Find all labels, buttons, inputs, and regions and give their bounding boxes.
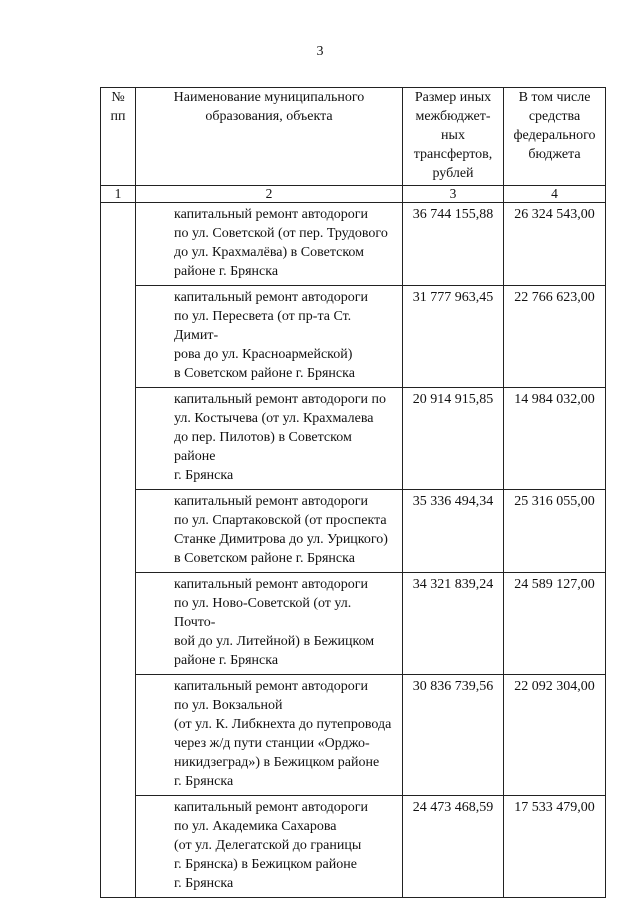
description-line: в Советском районе г. Брянска xyxy=(174,551,355,566)
table-header-row xyxy=(101,88,606,186)
description-line: Станке Димитрова до ул. Урицкого) xyxy=(174,532,388,547)
description-line: г. Брянска xyxy=(174,774,234,789)
table-row xyxy=(101,286,606,388)
object-description xyxy=(136,286,403,388)
federal-amount: 22 766 623,00 xyxy=(504,286,606,388)
transfer-amount: 31 777 963,45 xyxy=(403,286,504,388)
row-number-cell xyxy=(101,203,136,286)
description-line: по ул. Вокзальной xyxy=(174,698,283,713)
description-line: по ул. Ново-Советской (от ул. Почто- xyxy=(174,596,352,630)
header-amount: Размер иных межбюджет- ных трансфертов, рублей xyxy=(403,88,504,186)
description-line: (от ул. К. Либкнехта до путепровода xyxy=(174,717,392,732)
transfer-amount: 36 744 155,88 xyxy=(403,203,504,286)
row-number-cell xyxy=(101,675,136,796)
column-number: 3 xyxy=(403,186,504,203)
description-line: капитальный ремонт автодороги xyxy=(174,207,369,222)
description-line: в Советском районе г. Брянска xyxy=(174,366,355,381)
federal-amount: 22 092 304,00 xyxy=(504,675,606,796)
table-row xyxy=(101,796,606,898)
description-line: районе г. Брянска xyxy=(174,264,279,279)
column-number: 2 xyxy=(136,186,403,203)
object-description xyxy=(136,796,403,898)
table-row xyxy=(101,490,606,573)
description-line: районе г. Брянска xyxy=(174,653,279,668)
description-line: капитальный ремонт автодороги xyxy=(174,494,369,509)
description-line: вой до ул. Литейной) в Бежицком xyxy=(174,634,375,649)
header-federal: В том числе средства федерального бюджета xyxy=(504,88,606,186)
table-row xyxy=(101,573,606,675)
object-description xyxy=(136,675,403,796)
header-name: Наименование муниципального образования, объекта xyxy=(136,88,403,186)
column-number: 4 xyxy=(504,186,606,203)
page-number: 3 xyxy=(316,44,324,59)
object-description xyxy=(136,203,403,286)
row-number-cell xyxy=(101,388,136,490)
description-line: (от ул. Делегатской до границы xyxy=(174,838,362,853)
table-row xyxy=(101,675,606,796)
federal-amount: 26 324 543,00 xyxy=(504,203,606,286)
table-row xyxy=(101,203,606,286)
description-line: через ж/д пути станции «Орджо- xyxy=(174,736,370,751)
object-description xyxy=(136,490,403,573)
column-number-row xyxy=(101,186,606,203)
transfers-table xyxy=(100,87,606,898)
row-number-cell xyxy=(101,286,136,388)
row-number-cell xyxy=(101,573,136,675)
federal-amount: 24 589 127,00 xyxy=(504,573,606,675)
description-line: никидзеград») в Бежицком районе xyxy=(174,755,380,770)
description-line: капитальный ремонт автодороги xyxy=(174,800,369,815)
transfer-amount: 30 836 739,56 xyxy=(403,675,504,796)
federal-amount: 25 316 055,00 xyxy=(504,490,606,573)
description-line: до пер. Пилотов) в Советском районе xyxy=(174,430,352,464)
description-line: по ул. Советской (от пер. Трудового xyxy=(174,226,388,241)
description-line: по ул. Академика Сахарова xyxy=(174,819,337,834)
description-line: по ул. Спартаковской (от проспекта xyxy=(174,513,387,528)
row-number-cell xyxy=(101,796,136,898)
federal-amount: 14 984 032,00 xyxy=(504,388,606,490)
description-line: капитальный ремонт автодороги xyxy=(174,577,369,592)
object-description xyxy=(136,388,403,490)
header-number: № пп xyxy=(101,88,136,186)
description-line: г. Брянска xyxy=(174,468,234,483)
description-line: г. Брянска xyxy=(174,876,234,891)
description-line: до ул. Крахмалёва) в Советском xyxy=(174,245,365,260)
description-line: по ул. Пересвета (от пр-та Ст. Димит- xyxy=(174,309,352,343)
column-number: 1 xyxy=(101,186,136,203)
transfer-amount: 35 336 494,34 xyxy=(403,490,504,573)
row-number-cell xyxy=(101,490,136,573)
transfer-amount: 24 473 468,59 xyxy=(403,796,504,898)
description-line: капитальный ремонт автодороги xyxy=(174,290,369,305)
table-row xyxy=(101,388,606,490)
description-line: ул. Костычева (от ул. Крахмалева xyxy=(174,411,374,426)
federal-amount: 17 533 479,00 xyxy=(504,796,606,898)
transfer-amount: 20 914 915,85 xyxy=(403,388,504,490)
description-line: капитальный ремонт автодороги xyxy=(174,679,369,694)
description-line: капитальный ремонт автодороги по xyxy=(174,392,387,407)
description-line: рова до ул. Красноармейской) xyxy=(174,347,353,362)
object-description xyxy=(136,573,403,675)
description-line: г. Брянска) в Бежицком районе xyxy=(174,857,357,872)
transfer-amount: 34 321 839,24 xyxy=(403,573,504,675)
